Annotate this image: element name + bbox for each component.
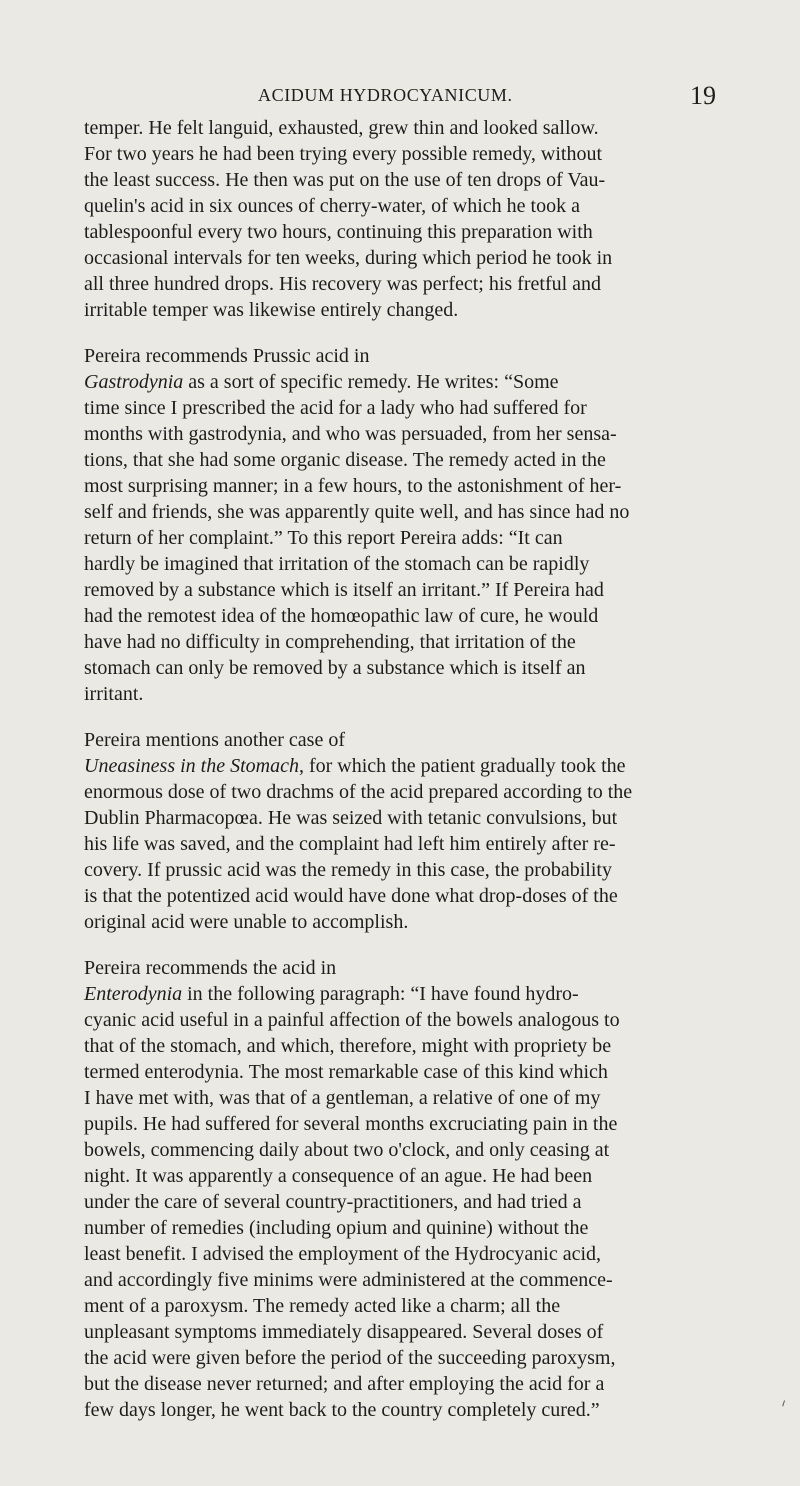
paragraph-gap bbox=[84, 707, 732, 727]
paragraph-gap bbox=[84, 935, 732, 955]
text-line: his life was saved, and the complaint had left him entirely after re- bbox=[84, 833, 616, 855]
text-line: quelin's acid in six ounces of cherry-water, of which he took a bbox=[84, 195, 580, 217]
text-line: bowels, commencing daily about two o'clock, and only ceasing at bbox=[84, 1139, 610, 1161]
paragraph bbox=[84, 343, 732, 707]
text-line: temper. He felt languid, exhausted, grew thin and looked sallow. bbox=[84, 117, 599, 139]
text-line: cyanic acid useful in a painful affection of the bowels analogous to bbox=[84, 1009, 620, 1031]
text-line: the least success. He then was put on the use of ten drops of Vau- bbox=[84, 169, 606, 191]
text-line: time since I prescribed the acid for a lady who had suffered for bbox=[84, 397, 587, 419]
text-line: I have met with, was that of a gentleman, a relative of one of my bbox=[84, 1087, 601, 1109]
text-line: Gastrodynia as a sort of specific remedy. He writes: “Some bbox=[84, 371, 559, 393]
text-line: least benefit. I advised the employment of the Hydrocyanic acid, bbox=[84, 1243, 602, 1265]
text-line: the acid were given before the period of the succeeding paroxysm, bbox=[84, 1347, 616, 1369]
text-line: ment of a paroxysm. The remedy acted like a charm; all the bbox=[84, 1295, 561, 1317]
text-line: occasional intervals for ten weeks, during which period he took in bbox=[84, 247, 613, 269]
stray-pen-mark bbox=[782, 1400, 789, 1407]
text-line: hardly be imagined that irritation of the stomach can be rapidly bbox=[84, 553, 590, 575]
text-line: Enterodynia in the following paragraph: “I have found hydro- bbox=[84, 983, 579, 1005]
paragraph-gap bbox=[84, 323, 732, 343]
text-line: removed by a substance which is itself an irritant.” If Pereira had bbox=[84, 579, 604, 601]
text-line: few days longer, he went back to the country completely cured.” bbox=[84, 1399, 600, 1421]
text-line: is that the potentized acid would have done what drop-doses of the bbox=[84, 885, 618, 907]
text-line: Pereira mentions another case of bbox=[84, 729, 346, 751]
text-line: termed enterodynia. The most remarkable case of this kind which bbox=[84, 1061, 608, 1083]
text-line: tablespoonful every two hours, continuing this preparation with bbox=[84, 221, 593, 243]
text-line: that of the stomach, and which, therefore, might with propriety be bbox=[84, 1035, 612, 1057]
text-line: most surprising manner; in a few hours, to the astonishment of her- bbox=[84, 475, 622, 497]
paragraph bbox=[84, 727, 732, 935]
text-line: and accordingly five minims were administered at the commence- bbox=[84, 1269, 613, 1291]
text-line: enormous dose of two drachms of the acid prepared according to the bbox=[84, 781, 633, 803]
text-line: covery. If prussic acid was the remedy in this case, the probability bbox=[84, 859, 612, 881]
text-line: had the remotest idea of the homœopathic law of cure, he would bbox=[84, 605, 599, 627]
text-line: original acid were unable to accomplish. bbox=[84, 911, 409, 933]
text-line: Pereira recommends Prussic acid in bbox=[84, 345, 370, 367]
running-title: ACIDUM HYDROCYANICUM. bbox=[258, 85, 513, 105]
body-text bbox=[84, 115, 732, 1423]
text-line: For two years he had been trying every possible remedy, without bbox=[84, 143, 603, 165]
text-line: unpleasant symptoms immediately disappeared. Several doses of bbox=[84, 1321, 604, 1343]
text-line: return of her complaint.” To this report Pereira adds: “It can bbox=[84, 527, 563, 549]
text-line: number of remedies (including opium and quinine) without the bbox=[84, 1217, 589, 1239]
text-line: months with gastrodynia, and who was persuaded, from her sensa- bbox=[84, 423, 617, 445]
text-line: tions, that she had some organic disease. The remedy acted in the bbox=[84, 449, 606, 471]
paragraph bbox=[84, 955, 732, 1423]
text-line: but the disease never returned; and after employing the acid for a bbox=[84, 1373, 605, 1395]
text-line: have had no difficulty in comprehending, that irritation of the bbox=[84, 631, 576, 653]
text-line: irritable temper was likewise entirely changed. bbox=[84, 299, 459, 321]
text-line: under the care of several country-practitioners, and had tried a bbox=[84, 1191, 582, 1213]
running-head bbox=[0, 83, 800, 109]
text-line: pupils. He had suffered for several months excruciating pain in the bbox=[84, 1113, 618, 1135]
text-line: all three hundred drops. His recovery was perfect; his fretful and bbox=[84, 273, 602, 295]
text-line: stomach can only be removed by a substance which is itself an bbox=[84, 657, 586, 679]
paragraph bbox=[84, 115, 732, 323]
text-line: Uneasiness in the Stomach, for which the patient gradually took the bbox=[84, 755, 626, 777]
text-line: self and friends, she was apparently quite well, and has since had no bbox=[84, 501, 630, 523]
text-line: Pereira recommends the acid in bbox=[84, 957, 337, 979]
text-line: night. It was apparently a consequence of an ague. He had been bbox=[84, 1165, 593, 1187]
text-line: irritant. bbox=[84, 683, 144, 705]
text-line: Dublin Pharmacopœa. He was seized with tetanic convulsions, but bbox=[84, 807, 618, 829]
page-number: 19 bbox=[690, 81, 716, 110]
